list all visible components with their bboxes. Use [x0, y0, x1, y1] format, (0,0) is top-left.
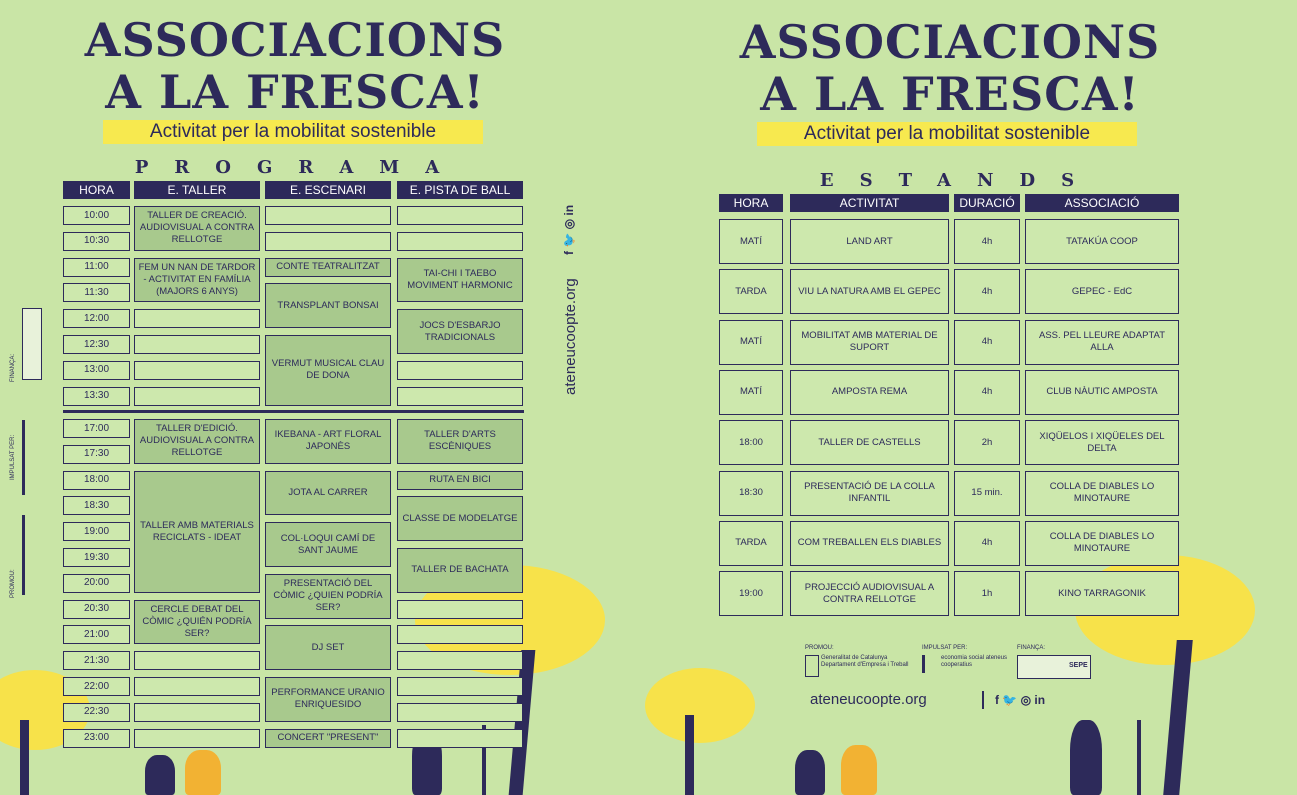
person-illustration [1070, 720, 1102, 795]
section-divider [63, 410, 524, 413]
schedule-activity: PRESENTACIÓ DEL CÒMIC ¿QUIEN PODRÍA SER? [265, 574, 391, 619]
schedule-empty [397, 232, 523, 251]
schedule-activity: FEM UN NAN DE TARDOR - ACTIVITAT EN FAMÍLIA (MAJORS 6 ANYS) [134, 258, 260, 303]
estand-duracio-cell: 4h [954, 219, 1020, 264]
schedule-empty [265, 232, 391, 251]
hour-cell: 20:30 [63, 600, 130, 619]
hour-cell: 12:30 [63, 335, 130, 354]
hour-cell: 11:30 [63, 283, 130, 302]
title-line1: ASSOCIACIONS [739, 15, 1161, 69]
estand-hora-cell: 18:30 [719, 471, 783, 516]
estand-associacio-cell: COLLA DE DIABLES LO MINOTAURE [1025, 471, 1179, 516]
hour-cell: 19:00 [63, 522, 130, 541]
header-hora: HORA [719, 194, 783, 212]
hour-cell: 17:00 [63, 419, 130, 438]
estands-panel [645, 0, 1297, 795]
tree-trunk [20, 720, 29, 795]
gencat-text: Generalitat de Catalunya Departament d'Empresa i Treball [821, 655, 909, 668]
header-escenari: E. ESCENARI [265, 181, 391, 199]
hour-cell: 22:30 [63, 703, 130, 722]
schedule-empty [397, 703, 523, 722]
estand-associacio-cell: XIQÜELOS I XIQÜELES DEL DELTA [1025, 420, 1179, 465]
estand-duracio-cell: 4h [954, 521, 1020, 566]
schedule-empty [134, 703, 260, 722]
schedule-activity: DJ SET [265, 625, 391, 670]
title-line2: A LA FRESCA! [105, 65, 485, 119]
schedule-activity: CERCLE DEBAT DEL CÒMIC ¿QUIÉN PODRÍA SER? [134, 600, 260, 645]
tree-foliage [645, 668, 755, 743]
schedule-empty [397, 651, 523, 670]
estand-duracio-cell: 4h [954, 370, 1020, 415]
schedule-empty [397, 361, 523, 380]
schedule-activity: CLASSE DE MODELATGE [397, 496, 523, 541]
estand-hora-cell: TARDA [719, 269, 783, 314]
title-line1: ASSOCIACIONS [84, 13, 506, 67]
estand-hora-cell: TARDA [719, 521, 783, 566]
hour-cell: 12:00 [63, 309, 130, 328]
hour-cell: 18:30 [63, 496, 130, 515]
hour-cell: 17:30 [63, 445, 130, 464]
street-lamp [1137, 720, 1141, 795]
estand-associacio-cell: ASS. PEL LLEURE ADAPTAT ALLA [1025, 320, 1179, 365]
schedule-activity: CONTE TEATRALITZAT [265, 258, 391, 277]
estand-duracio-cell: 2h [954, 420, 1020, 465]
hour-cell: 22:00 [63, 677, 130, 696]
hour-cell: 10:30 [63, 232, 130, 251]
header-activitat: ACTIVITAT [790, 194, 949, 212]
estand-duracio-cell: 15 min. [954, 471, 1020, 516]
side-promou-label: PROMOU: [10, 569, 16, 598]
estand-activitat-cell: MOBILITAT AMB MATERIAL DE SUPORT [790, 320, 949, 365]
subtitle: Activitat per la mobilitat sostenible [757, 122, 1137, 146]
estand-activitat-cell: COM TREBALLEN ELS DIABLES [790, 521, 949, 566]
schedule-empty [134, 361, 260, 380]
schedule-activity: IKEBANA - ART FLORAL JAPONÈS [265, 419, 391, 464]
schedule-empty [397, 677, 523, 696]
estand-associacio-cell: COLLA DE DIABLES LO MINOTAURE [1025, 521, 1179, 566]
schedule-empty [134, 729, 260, 748]
gencat-logo [22, 515, 43, 595]
economia-social-logo [22, 420, 43, 495]
header-pista: E. PISTA DE BALL [397, 181, 523, 199]
estand-duracio-cell: 1h [954, 571, 1020, 616]
sepe-logo [22, 308, 42, 380]
estands-heading: ESTANDS [819, 170, 1101, 191]
schedule-empty [397, 387, 523, 406]
estand-activitat-cell: VIU LA NATURA AMB EL GEPEC [790, 269, 949, 314]
schedule-empty [397, 600, 523, 619]
schedule-activity: TALLER D'ARTS ESCÈNIQUES [397, 419, 523, 464]
footer-social-icons[interactable]: f 🐦 ◎ in [995, 693, 1046, 707]
header-associacio: ASSOCIACIÓ [1025, 194, 1179, 212]
schedule-activity: TAI-CHI I TAEBO MOVIMENT HARMONIC [397, 258, 523, 303]
schedule-empty [134, 387, 260, 406]
estand-associacio-cell: CLUB NÀUTIC AMPOSTA [1025, 370, 1179, 415]
side-financa-label: FINANÇA: [10, 353, 16, 382]
schedule-activity: TALLER AMB MATERIALS RECICLATS - IDEAT [134, 471, 260, 593]
footer-impulsat-label: IMPULSAT PER: [922, 645, 968, 651]
person-illustration [795, 750, 825, 795]
schedule-empty [134, 335, 260, 354]
side-impulsat-label: IMPULSAT PER: [10, 434, 16, 480]
estand-activitat-cell: LAND ART [790, 219, 949, 264]
sepe-text: SEPE [1069, 662, 1088, 669]
schedule-activity: CONCERT "PRESENT" [265, 729, 391, 748]
header-duracio: DURACIÓ [954, 194, 1020, 212]
gencat-logo [805, 655, 819, 677]
subtitle: Activitat per la mobilitat sostenible [103, 120, 483, 144]
estand-activitat-cell: PRESENTACIÓ DE LA COLLA INFANTIL [790, 471, 949, 516]
schedule-activity: TALLER DE BACHATA [397, 548, 523, 593]
hour-cell: 18:00 [63, 471, 130, 490]
hour-cell: 10:00 [63, 206, 130, 225]
estand-activitat-cell: TALLER DE CASTELLS [790, 420, 949, 465]
schedule-activity: TRANSPLANT BONSAI [265, 283, 391, 328]
schedule-empty [134, 677, 260, 696]
hour-cell: 23:00 [63, 729, 130, 748]
hour-cell: 19:30 [63, 548, 130, 567]
economia-social-logo [922, 655, 939, 673]
estand-hora-cell: MATÍ [719, 320, 783, 365]
estand-hora-cell: 19:00 [719, 571, 783, 616]
side-url[interactable]: ateneucoopte.org [562, 278, 579, 395]
schedule-empty [134, 309, 260, 328]
social-icons[interactable]: f 🐦 ◎ in [562, 204, 576, 255]
programa-heading: PROGRAMA [134, 157, 466, 178]
schedule-activity: TALLER D'EDICIÓ. AUDIOVISUAL A CONTRA RELLOTGE [134, 419, 260, 464]
estand-hora-cell: MATÍ [719, 219, 783, 264]
estand-hora-cell: 18:00 [719, 420, 783, 465]
estand-duracio-cell: 4h [954, 269, 1020, 314]
person-illustration [145, 755, 175, 795]
estand-associacio-cell: GEPEC - EdC [1025, 269, 1179, 314]
hour-cell: 21:00 [63, 625, 130, 644]
schedule-activity: TALLER DE CREACIÓ. AUDIOVISUAL A CONTRA RELLOTGE [134, 206, 260, 251]
estand-associacio-cell: TATAKÚA COOP [1025, 219, 1179, 264]
footer-promou-label: PROMOU: [805, 645, 834, 651]
hour-cell: 21:30 [63, 651, 130, 670]
hour-cell: 13:30 [63, 387, 130, 406]
schedule-empty [134, 651, 260, 670]
hour-cell: 11:00 [63, 258, 130, 277]
footer-url[interactable]: ateneucoopte.org [810, 691, 927, 708]
tree-trunk [685, 715, 694, 795]
schedule-activity: PERFORMANCE URANIO ENRIQUESIDO [265, 677, 391, 722]
programa-panel [0, 0, 645, 795]
schedule-empty [397, 625, 523, 644]
schedule-empty [397, 206, 523, 225]
person-illustration [185, 750, 221, 795]
estand-activitat-cell: AMPOSTA REMA [790, 370, 949, 415]
footer-financa-label: FINANÇA: [1017, 645, 1046, 651]
hour-cell: 20:00 [63, 574, 130, 593]
estand-activitat-cell: PROJECCIÓ AUDIOVISUAL A CONTRA RELLOTGE [790, 571, 949, 616]
economia-text: economia social ateneus cooperatius [941, 655, 1008, 668]
schedule-activity: JOCS D'ESBARJO TRADICIONALS [397, 309, 523, 354]
footer-separator [982, 691, 984, 709]
schedule-activity: RUTA EN BICI [397, 471, 523, 490]
header-hora: HORA [63, 181, 130, 199]
title-line2: A LA FRESCA! [760, 67, 1140, 121]
estand-hora-cell: MATÍ [719, 370, 783, 415]
person-illustration [841, 745, 877, 795]
schedule-activity: VERMUT MUSICAL CLAU DE DONA [265, 335, 391, 406]
schedule-activity: JOTA AL CARRER [265, 471, 391, 516]
hour-cell: 13:00 [63, 361, 130, 380]
header-taller: E. TALLER [134, 181, 260, 199]
schedule-empty [397, 729, 523, 748]
schedule-empty [265, 206, 391, 225]
schedule-activity: COL·LOQUI CAMÍ DE SANT JAUME [265, 522, 391, 567]
estand-duracio-cell: 4h [954, 320, 1020, 365]
estand-associacio-cell: KINO TARRAGONIK [1025, 571, 1179, 616]
